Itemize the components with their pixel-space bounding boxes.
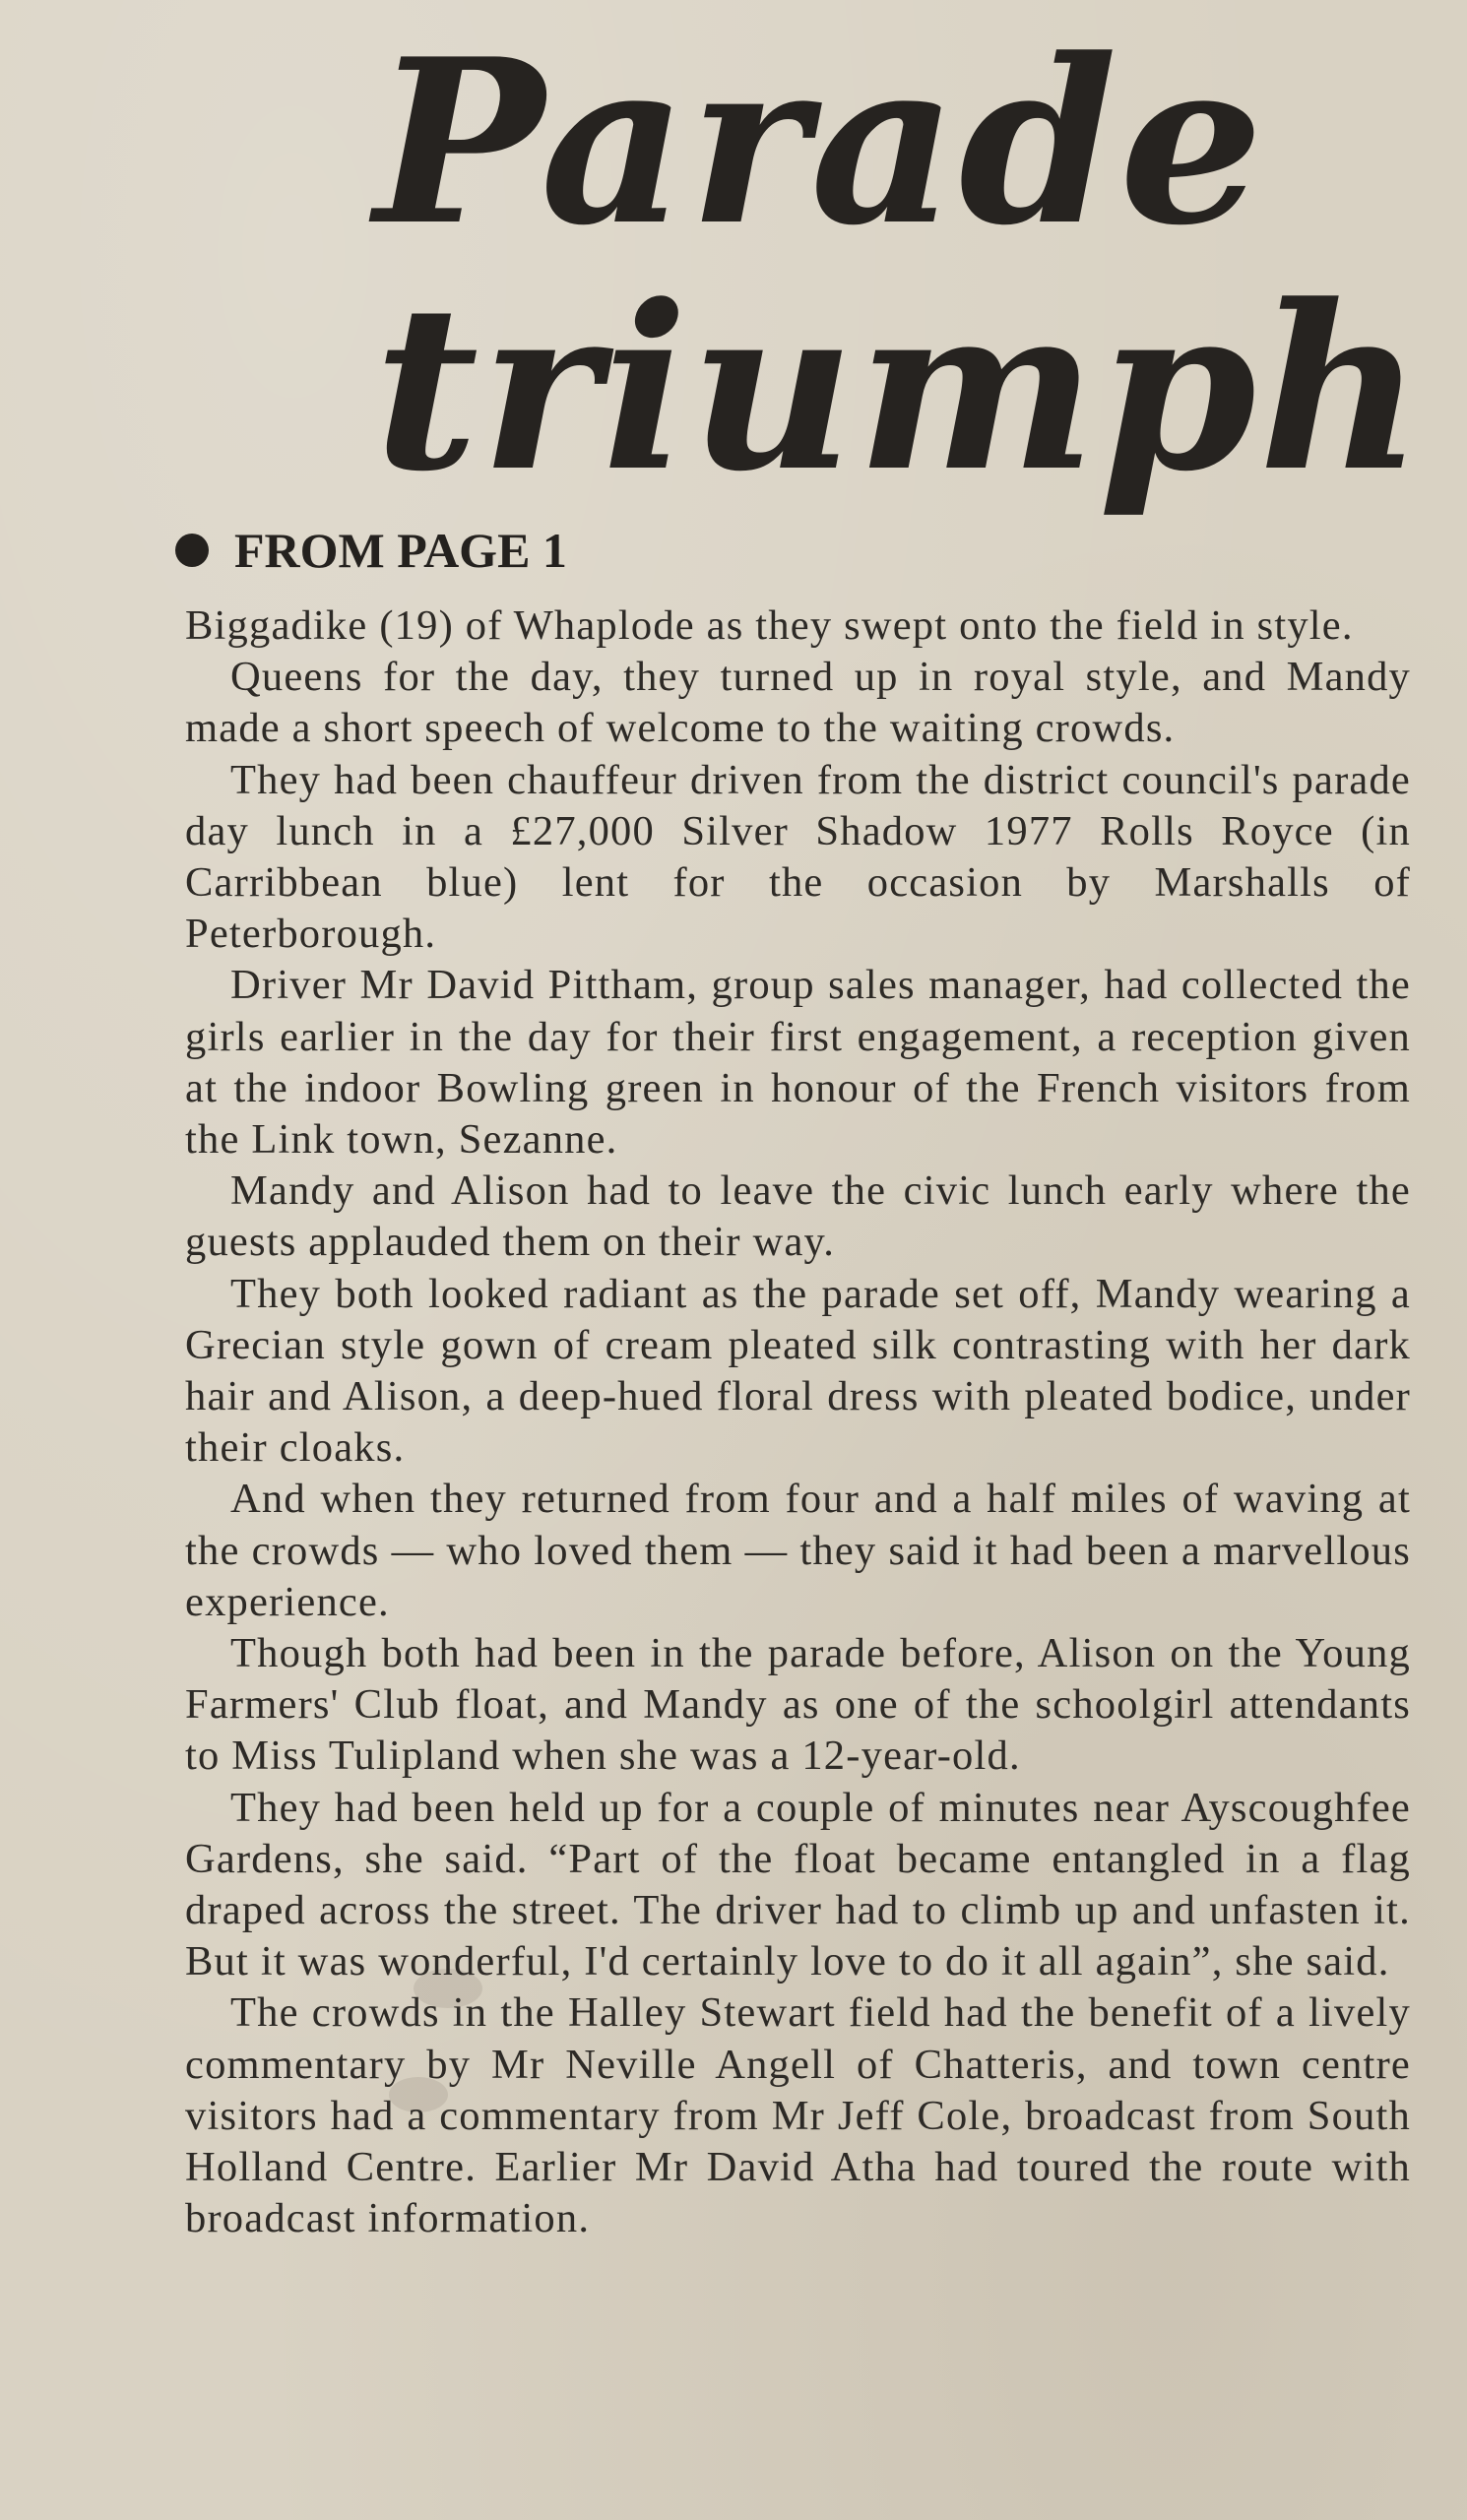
article-paragraph: Mandy and Alison had to leave the civic lunch early where the guests applauded them on their way. [185,1167,1411,1266]
article-paragraph: They had been chauffeur driven from the district council's parade day lunch in a £27,000 Silver Shadow 1977 Rolls Royce (in Carribbean blue) lent for the occasion by Marshalls of Peterborough. [185,756,1411,958]
article-paragraph: Driver Mr David Pittham, group sales manager, had collected the girls earlier in the day for their first engagement, a reception given at the indoor Bowling green in honour of the French visitors from the Link town, Sezanne. [185,962,1411,1164]
article-paragraph: Queens for the day, they turned up in royal style, and Mandy made a short speech of welcome to the waiting crowds. [185,654,1411,752]
article-paragraph: The crowds in the Halley Stewart field had the benefit of a lively commentary by Mr Neville Angell of Chatteris, and town centre visitors had a commentary from Mr Jeff Cole, broadcast from South Holland Centre. Earlier Mr David Atha had toured the route with broadcast information. [185,1989,1411,2242]
article-paragraph: They both looked radiant as the parade set off, Mandy wearing a Grecian style gown of cream pleated silk contrasting with her dark hair and Alison, a deep-hued floral dress with pleated bodice, under their cloaks. [185,1270,1411,1472]
article-paragraph: Though both had been in the parade before, Alison on the Young Farmers' Club float, and Mandy as one of the schoolgirl attendants to Miss Tulipland when she was a 12-year-old. [185,1630,1411,1780]
article-paragraph: Biggadike (19) of Whaplode as they swept onto the field in style. [185,602,1354,649]
kicker-label: FROM PAGE 1 [234,523,567,578]
article-paragraph: And when they returned from four and a half miles of waving at the crowds — who loved them — they said it had been a marvellous experience. [185,1476,1411,1625]
article-body [185,600,1411,2245]
bullet-icon [175,534,209,567]
article-paragraph: They had been held up for a couple of minutes near Ayscoughfee Gardens, she said. “Part of the float became entangled in a flag draped across the street. The driver had to climb up and unfasten it. But it was wonderful, I'd certainly love to do it all again”, she said. [185,1784,1411,1985]
headline-line-2: triumph [374,256,1426,522]
headline-line-1: Parade [374,10,1266,276]
from-page-kicker [175,522,567,579]
